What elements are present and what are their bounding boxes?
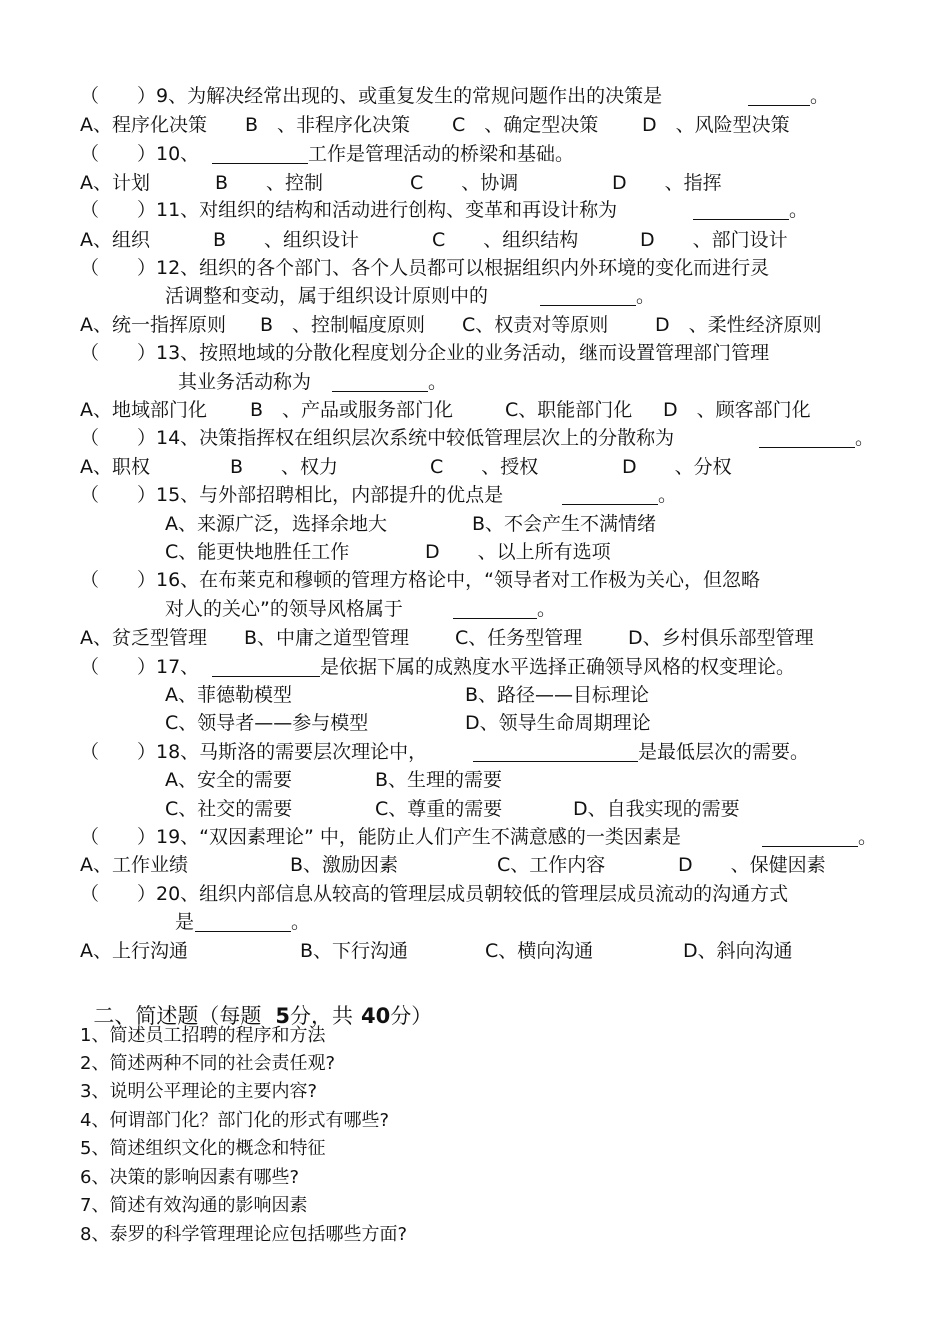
section-title-part2: 分，共 <box>289 1004 353 1028</box>
short-question-7: 7、简述有效沟通的影响因素 <box>80 1195 308 1216</box>
q18-option-a: A、安全的需要 <box>165 769 292 791</box>
q12-blank[interactable] <box>540 285 636 306</box>
q13-option-d: D 、顾客部门化 <box>663 399 811 421</box>
short-question-6: 6、决策的影响因素有哪些? <box>80 1167 300 1188</box>
q14-end: 。 <box>855 427 875 449</box>
q16-end: 。 <box>537 598 557 620</box>
q15-option-c: C、能更快地胜任工作 <box>165 541 350 563</box>
q11-option-a: A、组织 <box>80 229 150 251</box>
q17-option-b: B、路径——目标理论 <box>465 684 650 706</box>
q9-option-d: D 、风险型决策 <box>642 114 790 136</box>
q20-end: 。 <box>291 911 311 933</box>
q18-option-b: B、生理的需要 <box>375 769 503 791</box>
q9-end: 。 <box>810 85 830 107</box>
q13-stem-line2: 其业务活动称为 <box>178 371 312 393</box>
q19-option-c: C、工作内容 <box>497 854 606 876</box>
q9-option-a: A、程序化决策 <box>80 114 207 136</box>
short-question-2: 2、简述两种不同的社会责任观? <box>80 1053 336 1074</box>
q12-option-a: A、统一指挥原则 <box>80 314 226 336</box>
q15-blank[interactable] <box>562 484 658 505</box>
q16-option-d: D、乡村俱乐部型管理 <box>628 627 814 649</box>
short-question-5: 5、简述组织文化的概念和特征 <box>80 1138 326 1159</box>
q12-option-b: B 、控制幅度原则 <box>260 314 426 336</box>
q9-option-c: C 、确定型决策 <box>452 114 599 136</box>
q17-option-d: D、领导生命周期理论 <box>465 712 651 734</box>
q13-stem-line1: （ ）13、按照地域的分散化程度划分企业的业务活动，继而设置管理部门管理 <box>80 342 770 364</box>
q15-option-d: D 、以上所有选项 <box>425 541 611 563</box>
q15-option-a: A、来源广泛，选择余地大 <box>165 513 387 535</box>
section-title-part1: 二、简述题（每题 <box>93 1004 262 1028</box>
q11-stem: （ ）11、对组织的结构和活动进行创构、变革和再设计称为 <box>80 199 618 221</box>
section-title <box>80 980 432 1028</box>
q12-stem-line2: 活调整和变动，属于组织设计原则中的 <box>165 285 489 307</box>
q14-stem: （ ）14、决策指挥权在组织层次系统中较低管理层次上的分散称为 <box>80 427 675 449</box>
q17-stem: 是依据下属的成熟度水平选择正确领导风格的权变理论。 <box>320 656 796 678</box>
q15-option-b: B、不会产生不满情绪 <box>472 513 657 535</box>
q11-option-c: C 、组织结构 <box>432 229 579 251</box>
q10-stem: 工作是管理活动的桥梁和基础。 <box>308 143 575 165</box>
q16-option-c: C、任务型管理 <box>455 627 583 649</box>
q16-option-b: B、中庸之道型管理 <box>244 627 410 649</box>
q14-option-a: A、职权 <box>80 456 150 478</box>
q10-option-c: C 、协调 <box>410 172 519 194</box>
q13-blank[interactable] <box>332 371 428 392</box>
q17-blank[interactable] <box>212 656 320 677</box>
q10-option-b: B 、控制 <box>215 172 324 194</box>
q19-blank[interactable] <box>762 826 858 847</box>
q20-option-a: A、上行沟通 <box>80 940 188 962</box>
q16-stem-line2: 对人的关心”的领导风格属于 <box>165 598 403 620</box>
q11-end: 。 <box>789 199 809 221</box>
q17-option-c: C、领导者——参与模型 <box>165 712 369 734</box>
q19-option-b: B、激励因素 <box>290 854 399 876</box>
q18-blank[interactable] <box>473 741 638 762</box>
q18-option-c: C、社交的需要 <box>165 798 293 820</box>
q15-end: 。 <box>658 484 678 506</box>
q13-option-c: C、职能部门化 <box>505 399 633 421</box>
q16-stem-line1: （ ）16、在布莱克和穆顿的管理方格论中，“领导者对工作极为关心，但忽略 <box>80 569 761 591</box>
q14-blank[interactable] <box>759 427 855 448</box>
short-question-8: 8、泰罗的科学管理理论应包括哪些方面? <box>80 1224 408 1245</box>
q13-option-b: B 、产品或服务部门化 <box>250 399 454 421</box>
q20-stem-line2: 是 <box>175 911 195 933</box>
q9-option-b: B 、非程序化决策 <box>245 114 411 136</box>
q18-stem: （ ）18、马斯洛的需要层次理论中， <box>80 741 428 763</box>
q12-option-c: C、权责对等原则 <box>462 314 609 336</box>
q15-stem: （ ）15、与外部招聘相比，内部提升的优点是 <box>80 484 504 506</box>
q17-option-a: A、菲德勒模型 <box>165 684 292 706</box>
q19-stem: （ ）19、“双因素理论” 中，能防止人们产生不满意感的一类因素是 <box>80 826 681 848</box>
q10-option-a: A、计划 <box>80 172 150 194</box>
short-question-4: 4、何谓部门化？部门化的形式有哪些? <box>80 1110 390 1131</box>
q18-option-d: D、自我实现的需要 <box>573 798 740 820</box>
q13-option-a: A、地域部门化 <box>80 399 207 421</box>
q13-end: 。 <box>428 371 448 393</box>
q14-option-b: B 、权力 <box>230 456 339 478</box>
q19-option-a: A、工作业绩 <box>80 854 188 876</box>
q9-stem: （ ）9、为解决经常出现的、或重复发生的常规问题作出的决策是 <box>80 85 663 107</box>
q20-option-b: B、下行沟通 <box>300 940 409 962</box>
q19-end: 。 <box>858 826 878 848</box>
q11-blank[interactable] <box>693 199 789 220</box>
q10-blank[interactable] <box>212 143 308 164</box>
q18-option-c2: C、尊重的需要 <box>375 798 503 820</box>
q12-option-d: D 、柔性经济原则 <box>655 314 822 336</box>
section-title-total: 40 <box>360 1004 391 1028</box>
short-question-1: 1、简述员工招聘的程序和方法 <box>80 1025 326 1046</box>
q19-option-d: D 、保健因素 <box>678 854 826 876</box>
q18-end: 是最低层次的需要。 <box>638 741 810 763</box>
q17-prefix: （ ）17、 <box>80 656 200 678</box>
q9-blank[interactable] <box>748 85 810 106</box>
q20-stem-line1: （ ）20、组织内部信息从较高的管理层成员朝较低的管理层成员流动的沟通方式 <box>80 883 789 905</box>
q14-option-c: C 、授权 <box>430 456 539 478</box>
q16-blank[interactable] <box>453 598 537 619</box>
q12-end: 。 <box>636 285 656 307</box>
q10-prefix: （ ）10、 <box>80 143 200 165</box>
q12-stem-line1: （ ）12、组织的各个部门、各个人员都可以根据组织内外环境的变化而进行灵 <box>80 257 770 279</box>
q11-option-d: D 、部门设计 <box>640 229 788 251</box>
q20-option-c: C、横向沟通 <box>485 940 594 962</box>
section-title-points: 5 <box>275 1004 290 1028</box>
short-question-3: 3、说明公平理论的主要内容? <box>80 1081 318 1102</box>
q14-option-d: D 、分权 <box>622 456 732 478</box>
q20-option-d: D、斜向沟通 <box>683 940 793 962</box>
q16-option-a: A、贫乏型管理 <box>80 627 207 649</box>
q10-option-d: D 、指挥 <box>612 172 722 194</box>
q11-option-b: B 、组织设计 <box>213 229 360 251</box>
section-title-part3: 分） <box>390 1004 433 1028</box>
q20-blank[interactable] <box>195 911 291 932</box>
